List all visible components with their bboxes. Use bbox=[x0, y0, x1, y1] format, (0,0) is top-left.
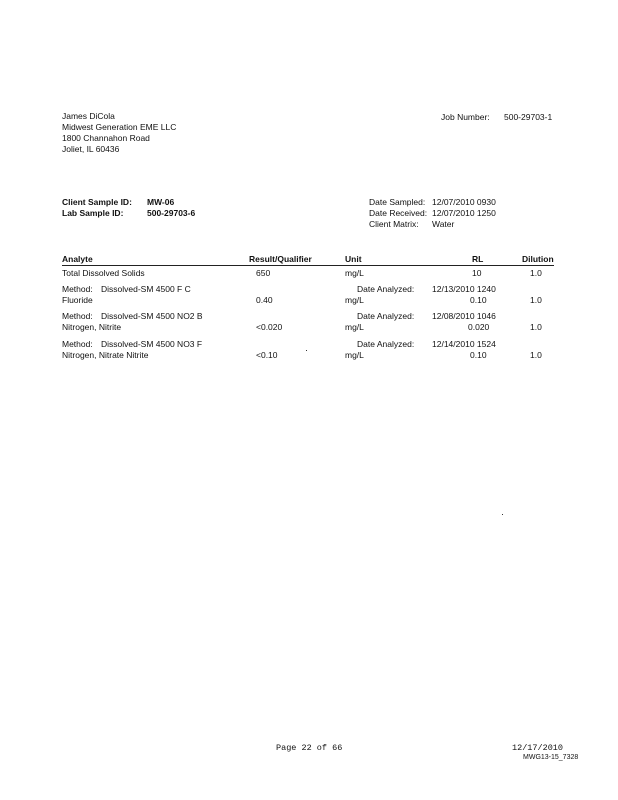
analyte-unit: mg/L bbox=[345, 295, 364, 305]
footer-date: 12/17/2010 bbox=[512, 743, 564, 753]
scan-speck bbox=[306, 350, 307, 351]
header-unit: Unit bbox=[345, 254, 362, 264]
job-number-value: 500-29703-1 bbox=[504, 112, 553, 122]
lab-sample-id-value: 500-29703-6 bbox=[147, 208, 196, 218]
header-result: Result/Qualifier bbox=[249, 254, 312, 264]
scan-speck bbox=[502, 514, 503, 515]
date-analyzed-value: 12/08/2010 1046 bbox=[432, 311, 496, 321]
analyte-dilution: 1.0 bbox=[530, 295, 542, 305]
client-sample-id-label: Client Sample ID: bbox=[62, 197, 132, 207]
method-name: Dissolved-SM 4500 NO2 B bbox=[101, 311, 203, 321]
date-analyzed-label: Date Analyzed: bbox=[357, 311, 415, 321]
method-label: Method: bbox=[62, 284, 93, 294]
document-code: MWG13-15_7328 bbox=[523, 754, 579, 761]
client-sample-id-value: MW-06 bbox=[147, 197, 175, 207]
analyte-rl: 0.020 bbox=[468, 322, 490, 332]
analyte-rl: 0.10 bbox=[470, 350, 487, 360]
method-label: Method: bbox=[62, 339, 93, 349]
tds-result: 650 bbox=[256, 268, 271, 278]
tds-dilution: 1.0 bbox=[530, 268, 542, 278]
analyte-dilution: 1.0 bbox=[530, 350, 542, 360]
analyte-name: Fluoride bbox=[62, 295, 93, 305]
date-received-value: 12/07/2010 1250 bbox=[432, 208, 496, 218]
method-label: Method: bbox=[62, 311, 93, 321]
analyte-name: Nitrogen, Nitrite bbox=[62, 322, 122, 332]
date-sampled-label: Date Sampled: bbox=[369, 197, 426, 207]
job-number-label: Job Number: bbox=[441, 112, 490, 122]
client-matrix-label: Client Matrix: bbox=[369, 219, 419, 229]
date-received-label: Date Received: bbox=[369, 208, 428, 218]
analyte-result: <0.10 bbox=[256, 350, 278, 360]
method-name: Dissolved-SM 4500 NO3 F bbox=[101, 339, 203, 349]
date-analyzed-label: Date Analyzed: bbox=[357, 339, 415, 349]
date-analyzed-value: 12/13/2010 1240 bbox=[432, 284, 496, 294]
tds-rl: 10 bbox=[472, 268, 482, 278]
client-matrix-value: Water bbox=[432, 219, 455, 229]
page-number: Page 22 of 66 bbox=[276, 743, 343, 753]
date-analyzed-label: Date Analyzed: bbox=[357, 284, 415, 294]
analyte-result: <0.020 bbox=[256, 322, 283, 332]
client-city: Joliet, IL 60436 bbox=[62, 144, 120, 154]
analyte-name: Nitrogen, Nitrate Nitrite bbox=[62, 350, 149, 360]
header-rule bbox=[62, 265, 554, 266]
tds-unit: mg/L bbox=[345, 268, 364, 278]
header-dilution: Dilution bbox=[522, 254, 554, 264]
tds-analyte: Total Dissolved Solids bbox=[62, 268, 145, 278]
analyte-unit: mg/L bbox=[345, 350, 364, 360]
client-street: 1800 Channahon Road bbox=[62, 133, 150, 143]
client-company: Midwest Generation EME LLC bbox=[62, 122, 177, 132]
analyte-rl: 0.10 bbox=[470, 295, 487, 305]
date-analyzed-value: 12/14/2010 1524 bbox=[432, 339, 496, 349]
header-analyte: Analyte bbox=[62, 254, 93, 264]
lab-sample-id-label: Lab Sample ID: bbox=[62, 208, 124, 218]
header-rl: RL bbox=[472, 254, 484, 264]
analyte-dilution: 1.0 bbox=[530, 322, 542, 332]
method-name: Dissolved-SM 4500 F C bbox=[101, 284, 191, 294]
client-name: James DiCola bbox=[62, 111, 115, 121]
analyte-unit: mg/L bbox=[345, 322, 364, 332]
date-sampled-value: 12/07/2010 0930 bbox=[432, 197, 496, 207]
analyte-result: 0.40 bbox=[256, 295, 273, 305]
